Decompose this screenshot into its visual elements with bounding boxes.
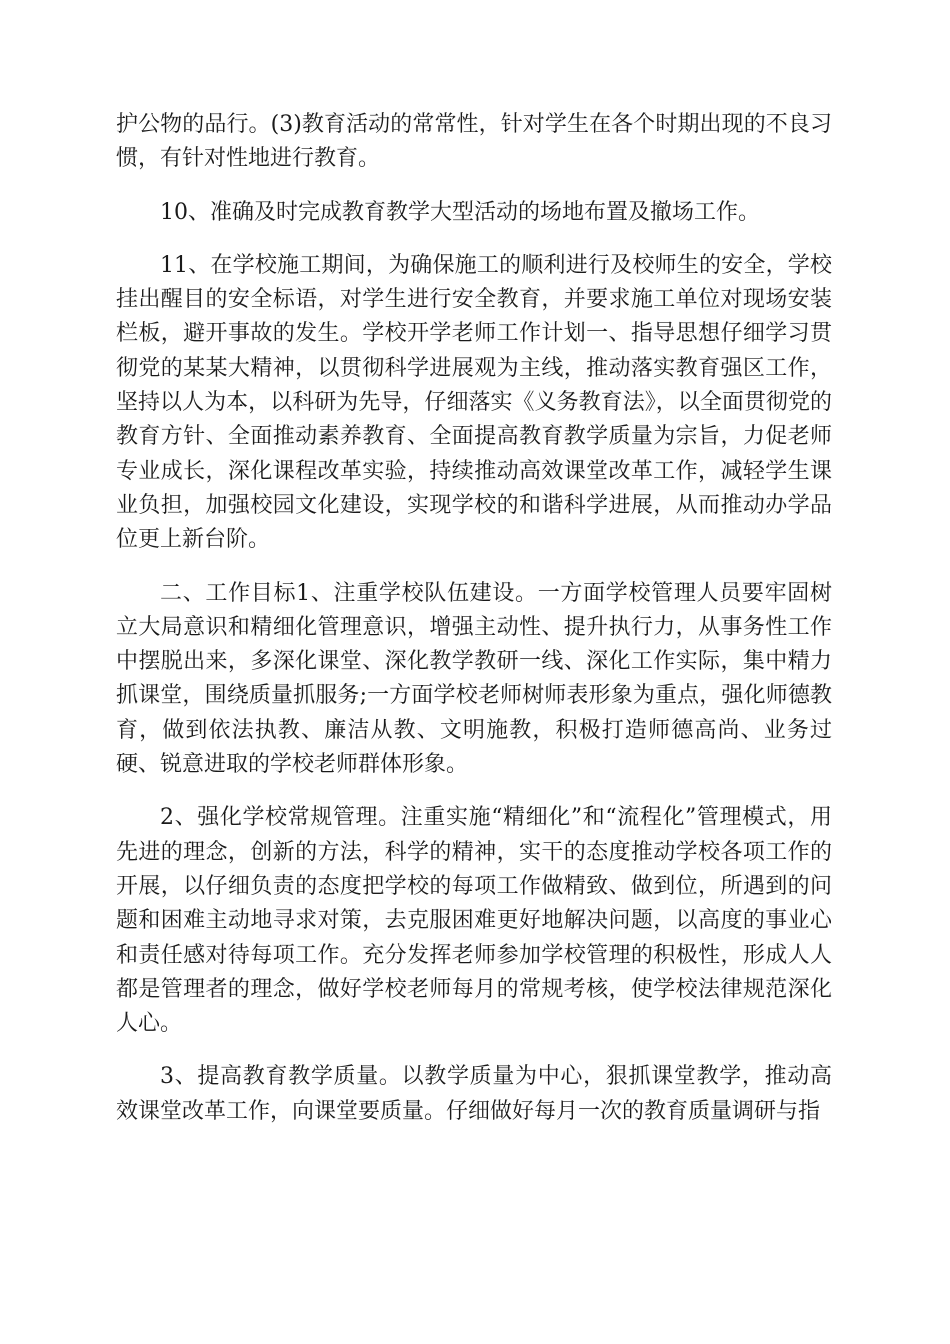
paragraph-work-goals: 二、工作目标1、注重学校队伍建设。一方面学校管理人员要牢固树立大局意识和精细化管理意识，增强主动性、提升执行力，从事务性工作中摆脱出来，多深化课堂、深化教学教研一线、深化工作实际，集中精力抓课堂，围绕质量抓服务;一方面学校老师树师表形象为重点，强化师德教育，做到依法执教、廉洁从教、文明施教，积极打造师德高尚、业务过硬、锐意进取的学校老师群体形象。 [116,580,832,778]
paragraph-continuation: 护公物的品行。(3)教育活动的常常性，针对学生在各个时期出现的不良习惯，有针对性地进行教育。 [116,112,832,172]
paragraph-item-10: 10、准确及时完成教育教学大型活动的场地布置及撤场工作。 [160,199,760,225]
paragraph-teaching-quality: 3、提高教育教学质量。以教学质量为中心，狠抓课堂教学，推动高效课堂改革工作，向课堂要质量。仔细做好每月一次的教育质量调研与指 [116,1064,832,1124]
document-page [116,108,832,1148]
paragraph-item-11: 11、在学校施工期间，为确保施工的顺利进行及校师生的安全，学校挂出醒目的安全标语，对学生进行安全教育，并要求施工单位对现场安装栏板，避开事故的发生。学校开学老师工作计划一、指导思想仔细学习贯彻党的某某大精神，以贯彻科学进展观为主线，推动落实教育强区工作，坚持以人为本，以科研为先导，仔细落实《义务教育法》，以全面贯彻党的教育方针、全面推动素养教育、全面提高教育教学质量为宗旨，力促老师专业成长，深化课程改革实验，持续推动高效课堂改革工作，减轻学生课业负担，加强校园文化建设，实现学校的和谐科学进展，从而推动办学品位更上新台阶。 [116,252,832,553]
paragraph-routine-management: 2、强化学校常规管理。注重实施“精细化”和“流程化”管理模式，用先进的理念，创新的方法，科学的精神，实干的态度推动学校各项工作的开展，以仔细负责的态度把学校的每项工作做精致、做到位，所遇到的问题和困难主动地寻求对策，去克服困难更好地解决问题，以高度的事业心和责任感对待每项工作。充分发挥老师参加学校管理的积极性，形成人人都是管理者的理念，做好学校老师每月的常规考核，使学校法律规范深化人心。 [116,805,832,1037]
